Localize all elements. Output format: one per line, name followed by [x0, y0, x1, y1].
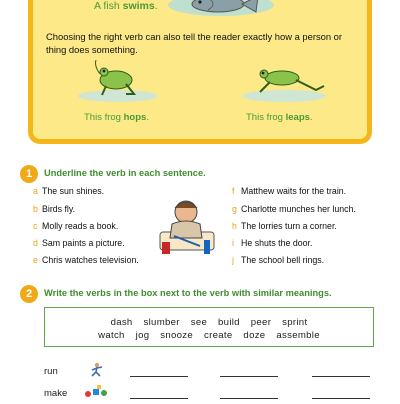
exercise-1-instruction: Underline the verb in each sentence.: [44, 168, 206, 178]
fish-verb: swims: [122, 0, 155, 12]
sentence-e: e Chris watches television.: [33, 255, 139, 265]
running-figure-icon: [88, 362, 106, 383]
frog-leaps-verb: leaps: [285, 112, 310, 123]
sentence-d: d Sam paints a picture.: [33, 238, 125, 248]
frog-hops-caption: This frog hops.: [84, 112, 149, 123]
building-blocks-icon: [84, 385, 110, 404]
answer-line-make-2[interactable]: [220, 398, 278, 399]
answer-line-run-3[interactable]: [312, 376, 370, 377]
exercise-2-instruction: Write the verbs in the box next to the verb with similar meanings.: [44, 288, 332, 298]
sentence-c: c Molly reads a book.: [33, 221, 119, 231]
reading-boy-illustration: [154, 194, 220, 265]
sentence-i: i He shuts the door.: [232, 238, 313, 248]
answer-line-make-1[interactable]: [130, 398, 188, 399]
answer-line-run-2[interactable]: [220, 376, 278, 377]
answer-label-run: run: [44, 366, 58, 377]
verb-box-row-2: watch jog snooze create doze assemble: [98, 330, 320, 341]
sentence-j: j The school bell rings.: [232, 255, 325, 265]
sentence-h: h The lorries turn a corner.: [232, 221, 337, 231]
fish-illustration: [168, 0, 274, 16]
sentence-f: f Matthew waits for the train.: [232, 186, 347, 196]
verb-box-row-1: dash slumber see build peer sprint: [110, 317, 308, 328]
sentence-a: a The sun shines.: [33, 186, 105, 196]
explanation-paragraph: Choosing the right verb can also tell the reader exactly how a person or thing does something.: [46, 31, 342, 55]
sentence-b: b Birds fly.: [33, 204, 76, 214]
hopping-frog-illustration: [76, 60, 158, 109]
exercise-1-number-badge: 1: [20, 165, 38, 183]
fish-caption: A fish swims.: [94, 0, 158, 12]
frog-leaps-caption: This frog leaps.: [246, 112, 313, 123]
answer-line-run-1[interactable]: [130, 376, 188, 377]
answer-label-make: make: [44, 388, 68, 399]
exercise-2-number-badge: 2: [20, 285, 38, 303]
sentence-g: g Charlotte munches her lunch.: [232, 204, 356, 214]
answer-line-make-3[interactable]: [312, 398, 370, 399]
leaping-frog-illustration: [240, 60, 330, 109]
verb-word-box: [44, 307, 374, 347]
frog-hops-verb: hops: [123, 112, 147, 123]
